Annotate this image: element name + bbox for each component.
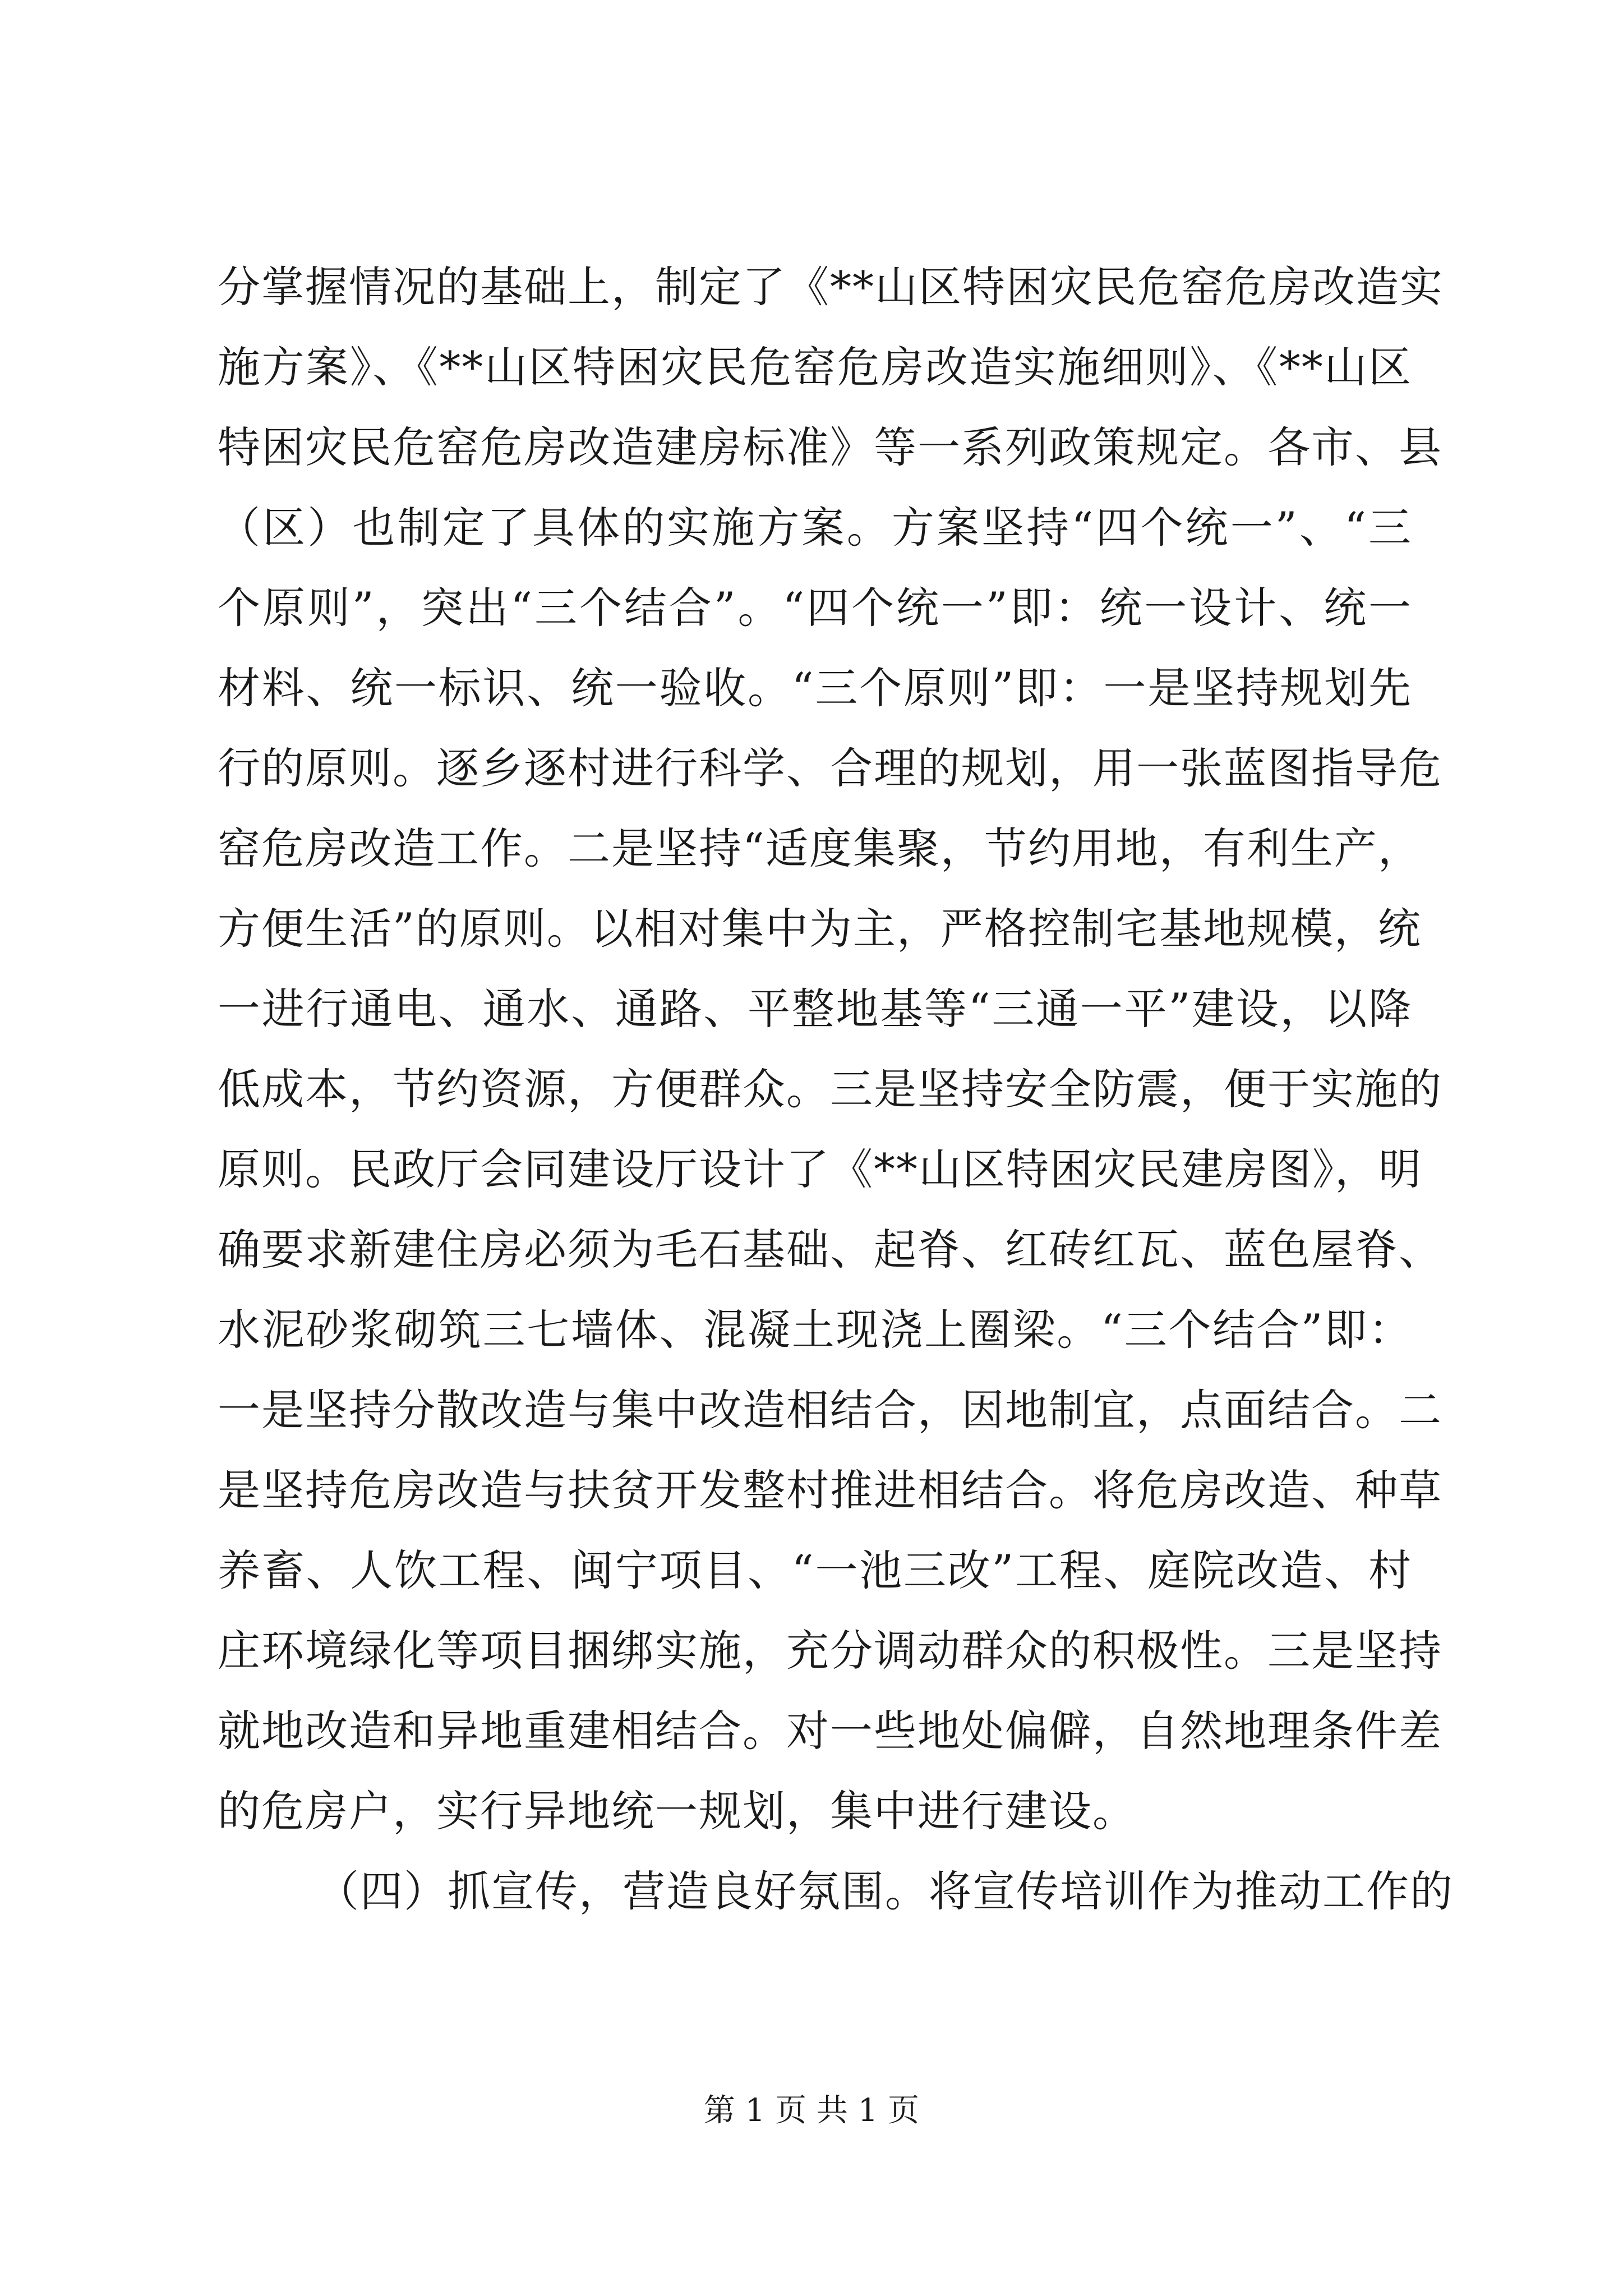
page-footer: [0, 2091, 1623, 2131]
text-line: 一是坚持分散改造与集中改造相结合，因地制宜，点面结合。二: [218, 1385, 1442, 1435]
body-text: [218, 247, 1454, 1931]
text-line: 材料、统一标识、统一验收。“三个原则”即：一是坚持规划先: [218, 663, 1412, 713]
text-line: 窑危房改造工作。二是坚持“适度集聚，节约用地，有利生产，: [218, 823, 1422, 873]
text-line: 个原则”，突出“三个结合”。“四个统一”即：统一设计、统一: [218, 583, 1412, 633]
text-line: 低成本，节约资源，方便群众。三是坚持安全防震，便于实施的: [218, 1064, 1442, 1114]
text-line: 方便生活”的原则。以相对集中为主，严格控制宅基地规模，统: [218, 904, 1422, 954]
page-number: 第 1 页 共 1 页: [703, 2092, 920, 2129]
paragraph-end-line: 的危房户，实行异地统一规划，集中进行建设。: [218, 1786, 1136, 1836]
text-line: 一进行通电、通水、通路、平整地基等“三通一平”建设，以降: [218, 984, 1412, 1034]
text-line: 分掌握情况的基础上，制定了《**山区特困灾民危窑危房改造实: [218, 262, 1444, 312]
text-line: （区）也制定了具体的实施方案。方案坚持“四个统一”、“三: [218, 503, 1412, 553]
text-line: 水泥砂浆砌筑三七墙体、混凝土现浇上圈梁。“三个结合”即：: [218, 1305, 1412, 1355]
text-line: 是坚持危房改造与扶贫开发整村推进相结合。将危房改造、种草: [218, 1465, 1442, 1515]
text-line: 特困灾民危窑危房改造建房标准》等一系列政策规定。各市、县: [218, 422, 1442, 472]
text-line: 行的原则。逐乡逐村进行科学、合理的规划，用一张蓝图指导危: [218, 743, 1442, 793]
text-line: 原则。民政厅会同建设厅设计了《**山区特困灾民建房图》，明: [218, 1144, 1422, 1194]
section-heading-line: （四）抓宣传，营造良好氛围。将宣传培训作为推动工作的: [316, 1866, 1454, 1916]
text-line: 施方案》、《**山区特困灾民危窑危房改造实施细则》、《**山区: [218, 342, 1412, 392]
text-line: 养畜、人饮工程、闽宁项目、“一池三改”工程、庭院改造、村: [218, 1545, 1412, 1595]
text-line: 就地改造和异地重建相结合。对一些地处偏僻，自然地理条件差: [218, 1706, 1442, 1756]
text-line: 庄环境绿化等项目捆绑实施，充分调动群众的积极性。三是坚持: [218, 1626, 1442, 1676]
text-line: 确要求新建住房必须为毛石基础、起脊、红砖红瓦、蓝色屋脊、: [218, 1225, 1442, 1274]
